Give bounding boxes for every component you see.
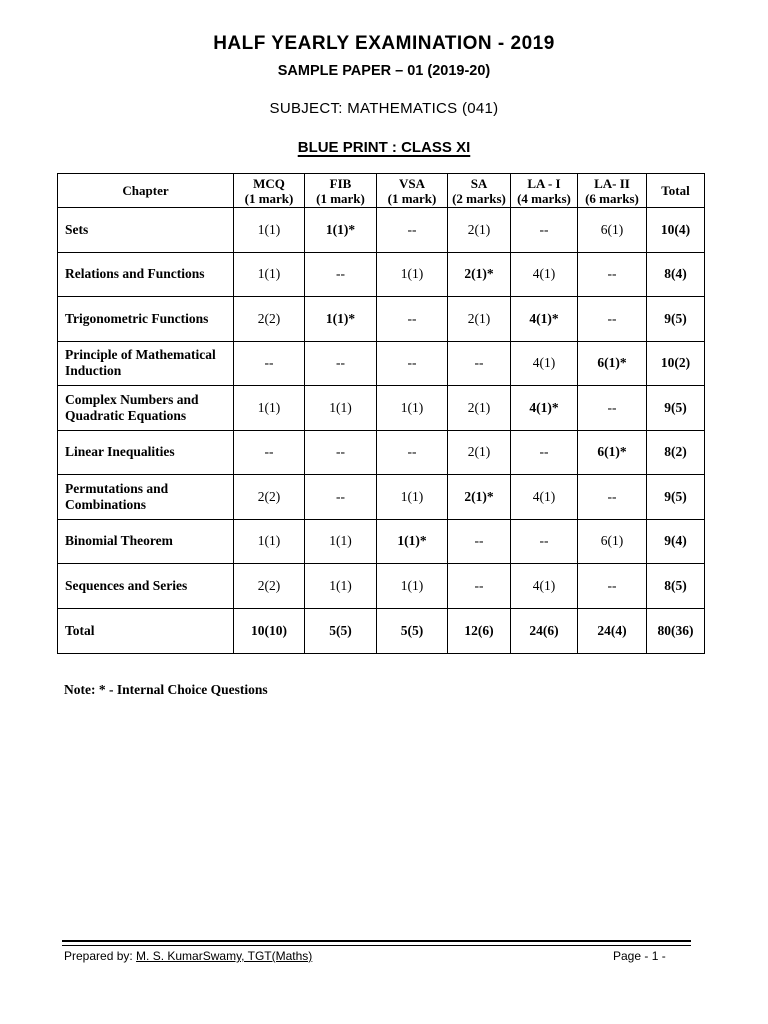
table-cell: 2(1) [448,208,511,253]
table-cell: 4(1) [511,475,578,520]
footer-divider-thin [62,945,691,946]
table-cell: 2(2) [234,475,305,520]
table-cell: 1(1) [234,386,305,431]
table-cell: 2(2) [234,564,305,609]
col-header-fib: FIB (1 mark) [305,174,377,208]
table-cell: 4(1)* [511,386,578,431]
table-cell: -- [578,297,647,342]
table-cell: 6(1)* [578,341,647,386]
table-cell: 6(1) [578,519,647,564]
table-cell: 1(1) [305,519,377,564]
table-cell: 1(1)* [377,519,448,564]
table-row [58,341,705,386]
table-cell: -- [377,297,448,342]
row-total-cell: 8(4) [647,252,705,297]
table-cell: 1(1)* [305,297,377,342]
table-cell: 1(1) [234,252,305,297]
table-cell: -- [511,519,578,564]
table-row [58,430,705,475]
table-cell: 1(1) [234,519,305,564]
col-header-chapter: Chapter [58,174,234,208]
col-header-la1: LA - I (4 marks) [511,174,578,208]
table-cell: -- [377,430,448,475]
table-cell: -- [305,341,377,386]
table-cell: -- [578,564,647,609]
blueprint-heading [0,139,768,156]
table-total-row [58,608,705,653]
col-header-vsa: VSA (1 mark) [377,174,448,208]
internal-choice-note: Note: * - Internal Choice Questions [64,682,268,697]
table-cell: -- [377,341,448,386]
table-cell: 2(1) [448,297,511,342]
table-cell: 1(1) [377,386,448,431]
table-cell: 2(1)* [448,475,511,520]
chapter-cell: Complex Numbers and Quadratic Equations [58,386,234,431]
row-total-cell: 8(5) [647,564,705,609]
table-cell: 1(1) [305,564,377,609]
row-total-cell: 10(4) [647,208,705,253]
col-header-la2: LA- II (6 marks) [578,174,647,208]
table-cell: -- [305,475,377,520]
chapter-cell: Linear Inequalities [58,430,234,475]
prepared-by-label: Prepared by: [64,949,137,963]
total-cell: 5(5) [377,608,448,653]
table-cell: -- [448,564,511,609]
col-header-total: Total [647,174,705,208]
row-total-cell: 9(5) [647,386,705,431]
chapter-cell: Principle of Mathematical Induction [58,341,234,386]
table-cell: 4(1) [511,564,578,609]
table-cell: -- [578,475,647,520]
total-cell: 24(4) [578,608,647,653]
table-cell: -- [511,430,578,475]
chapter-cell: Sequences and Series [58,564,234,609]
table-cell: -- [234,341,305,386]
grand-total-cell: 80(36) [647,608,705,653]
chapter-cell: Binomial Theorem [58,519,234,564]
page-title: HALF YEARLY EXAMINATION - 2019 [213,33,555,54]
table-cell: -- [448,341,511,386]
chapter-cell: Permutations and Combinations [58,475,234,520]
total-cell: 10(10) [234,608,305,653]
table-cell: 2(1) [448,386,511,431]
footer-prepared-by [64,949,312,963]
col-header-sa: SA (2 marks) [448,174,511,208]
table-cell: -- [511,208,578,253]
total-cell: 12(6) [448,608,511,653]
table-cell: 4(1) [511,341,578,386]
table-cell: -- [234,430,305,475]
table-row [58,386,705,431]
table-cell: 2(1)* [448,252,511,297]
total-cell: 5(5) [305,608,377,653]
col-header-mcq: MCQ (1 mark) [234,174,305,208]
table-cell: -- [578,386,647,431]
table-cell: 1(1) [234,208,305,253]
total-label-cell: Total [58,608,234,653]
table-row [58,564,705,609]
table-cell: 1(1) [377,252,448,297]
table-cell: 2(2) [234,297,305,342]
table-cell: 1(1) [377,564,448,609]
table-row [58,475,705,520]
table-header-row [58,174,705,208]
table-cell: -- [448,519,511,564]
prepared-by-name: M. S. KumarSwamy, TGT(Maths) [136,949,313,963]
table-cell: -- [377,208,448,253]
row-total-cell: 8(2) [647,430,705,475]
table-cell: 1(1) [305,386,377,431]
table-cell: -- [578,252,647,297]
table-row [58,519,705,564]
table-cell: 1(1) [377,475,448,520]
blueprint-heading-text: BLUE PRINT : CLASS XI [297,139,471,156]
table-cell: 6(1) [578,208,647,253]
row-total-cell: 9(5) [647,475,705,520]
row-total-cell: 10(2) [647,341,705,386]
page-subtitle: SAMPLE PAPER – 01 (2019-20) [277,63,491,79]
table-cell: -- [305,252,377,297]
table-cell: 4(1) [511,252,578,297]
subject-heading: SUBJECT: MATHEMATICS (041) [269,100,499,117]
table-row [58,252,705,297]
row-total-cell: 9(5) [647,297,705,342]
blueprint-table [57,173,705,654]
page-number: Page - 1 - [613,949,666,963]
table-row [58,297,705,342]
chapter-cell: Sets [58,208,234,253]
table-cell: 1(1)* [305,208,377,253]
footer-divider-thick [62,940,691,942]
chapter-cell: Relations and Functions [58,252,234,297]
row-total-cell: 9(4) [647,519,705,564]
table-cell: 4(1)* [511,297,578,342]
table-row [58,208,705,253]
table-cell: -- [305,430,377,475]
table-cell: 2(1) [448,430,511,475]
total-cell: 24(6) [511,608,578,653]
table-cell: 6(1)* [578,430,647,475]
chapter-cell: Trigonometric Functions [58,297,234,342]
